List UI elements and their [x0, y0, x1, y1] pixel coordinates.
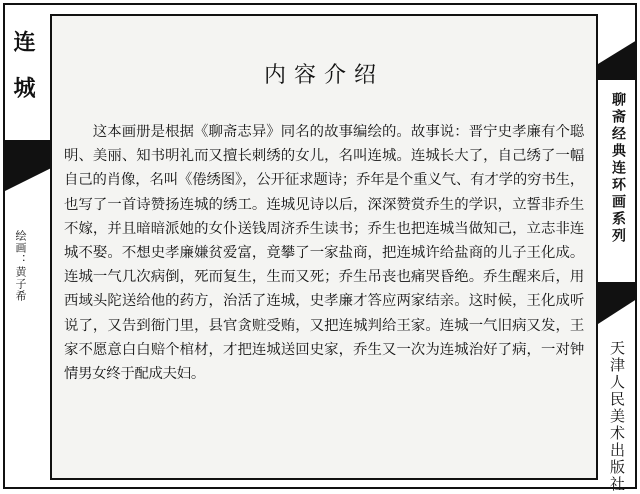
synopsis-text: 这本画册是根据《聊斋志异》同名的故事编绘的。故事说：晋宁史孝廉有个聪明、美丽、知书明礼而又擅长刺绣的女儿，名叫连城。连城长大了，自己绣了一幅自己的肖像，名叫《倦绣图》，公开征求题诗；乔年是个重义气、有才学的穷书生，也写了一首诗赞扬连城的绣工。连城见诗以后，深深赞赏乔生的学识，立誓非乔生不嫁，并且暗暗派她的女仆送钱周济乔生读书；乔生也把连城当做知己，立志非连城不娶。不想史孝廉嫌贫爱富，竟攀了一家盐商，把连城许给盐商的儿子王化成。连城一气几次病倒，死而复生，生而又死；乔生吊丧也痛哭昏绝。乔生醒来后，用西域头陀送给他的药方，治活了连城，史孝廉才答应两家结亲。这时候，王化成听说了，又告到衙门里，县官贪赃受贿，又把连城判给王家。连城一气旧病又发，王家不愿意白白赔个棺材，才把连城送回史家，乔生又一次为连城治好了病，一对钟情男女终于配成夫妇。: [64, 124, 584, 383]
series-title: 聊斋经典连环画系列: [610, 92, 626, 245]
illustrator-credit: 绘画：黄子希: [14, 230, 27, 302]
publisher-name: 天津人民美术出版社: [608, 340, 626, 493]
page-heading: 内容介绍: [263, 63, 384, 88]
book-title: 连城: [10, 30, 36, 122]
